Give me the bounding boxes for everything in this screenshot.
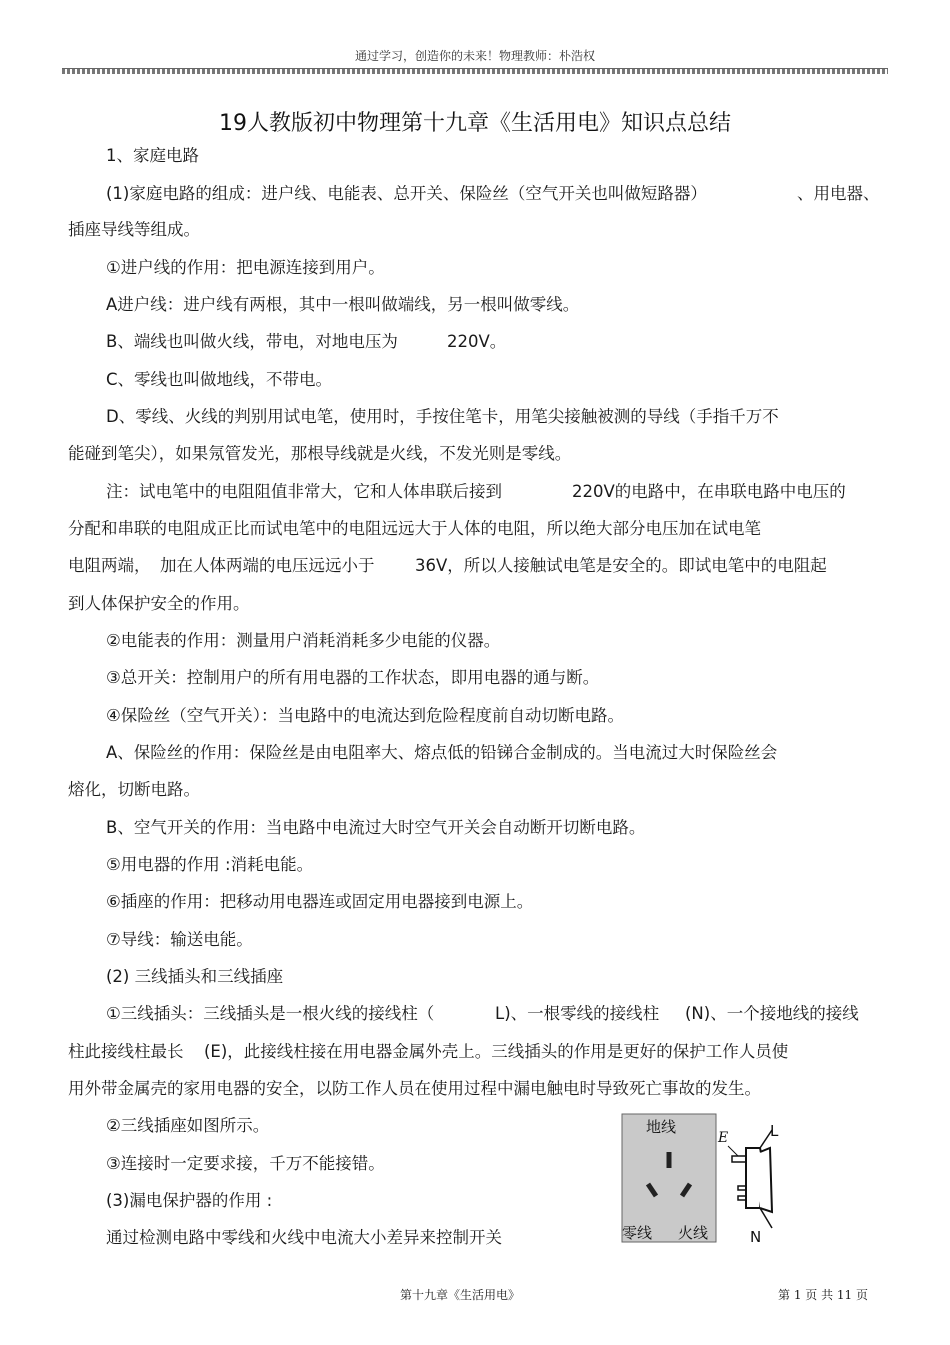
paragraph-line: A进户线：进户线有两根，其中一根叫做端线，另一根叫做零线。 <box>106 295 580 314</box>
footer-page-number: 第 1 页 共 11 页 <box>778 1288 868 1302</box>
note-line: 分配和串联的电阻成正比而试电笔中的电阻远远大于人体的电阻，所以绝大部分电压加在试电笔 <box>68 519 761 538</box>
paragraph-line: 通过检测电路中零线和火线中电流大小差异来控制开关 <box>106 1228 502 1247</box>
paragraph-line: B、端线也叫做火线，带电，对地电压为 <box>106 332 398 351</box>
note-line: 36V，所以人接触试电笔是安全的。即试电笔中的电阻起 <box>415 556 827 575</box>
paragraph-line: (E)，此接线柱接在用电器金属外壳上。三线插头的作用是更好的保护工作人员使 <box>204 1042 789 1061</box>
live-pin <box>738 1196 746 1200</box>
paragraph-line: 用外带金属壳的家用电器的安全，以防工作人员在使用过程中漏电触电时导致死亡事故的发生。 <box>68 1079 761 1098</box>
three-pin-socket-figure <box>620 1112 790 1244</box>
note-line: 电阻两端， <box>68 556 151 575</box>
paragraph-line: L)、一根零线的接线柱 <box>495 1004 660 1023</box>
header-divider <box>62 68 888 74</box>
paragraph-line: ①进户线的作用：把电源连接到用户。 <box>106 258 385 277</box>
ground-label: 地线 <box>646 1118 677 1136</box>
ground-pin <box>732 1156 746 1162</box>
paragraph-line: 220V。 <box>447 332 507 351</box>
page-header: 通过学习，创造你的未来！物理教师：朴浩权 <box>354 49 595 63</box>
neutral-label: 零线 <box>622 1224 653 1242</box>
paragraph-line: ②电能表的作用：测量用户消耗消耗多少电能的仪器。 <box>106 631 501 650</box>
note-line: 注：试电笔中的电阻阻值非常大，它和人体串联后接到 <box>106 482 502 501</box>
footer-chapter: 第十九章《生活用电》 <box>400 1288 521 1302</box>
paragraph-line: C、零线也叫做地线，不带电。 <box>106 370 333 389</box>
plug-cord-end <box>760 1148 772 1212</box>
section-heading: (2) 三线插头和三线插座 <box>106 967 284 986</box>
live-label: 火线 <box>678 1224 709 1242</box>
pin-n-label: N <box>750 1228 762 1244</box>
paragraph-line: 能碰到笔尖），如果氖管发光，那根导线就是火线，不发光则是零线。 <box>68 444 572 463</box>
paragraph-line: ⑦导线：输送电能。 <box>106 930 253 949</box>
neutral-pin <box>738 1186 746 1190</box>
section-heading: (3)漏电保护器的作用 : <box>106 1191 273 1210</box>
note-line: 到人体保护安全的作用。 <box>68 594 250 613</box>
paragraph-line: (1)家庭电路的组成：进户线、电能表、总开关、保险丝（空气开关也叫做短路器） <box>106 184 707 203</box>
note-line: 加在人体两端的电压远远小于 <box>160 556 375 575</box>
paragraph-line: ①三线插头：三线插头是一根火线的接线柱（ <box>106 1004 435 1023</box>
paragraph-line: 柱此接线柱最长 <box>68 1042 184 1061</box>
note-line: 220V的电路中，在串联电路中电压的 <box>572 482 846 501</box>
section-heading: 1、家庭电路 <box>106 146 199 165</box>
paragraph-line: ⑥插座的作用：把移动用电器连或固定用电器接到电源上。 <box>106 892 534 911</box>
pin-e-label: E <box>718 1130 729 1146</box>
pin-l-label: L <box>770 1122 779 1140</box>
paragraph-line: (N)、一个接地线的接线 <box>685 1004 859 1023</box>
paragraph-line: ②三线插座如图所示。 <box>106 1116 270 1135</box>
paragraph-line: B、空气开关的作用：当电路中电流过大时空气开关会自动断开切断电路。 <box>106 818 646 837</box>
paragraph-line: D、零线、火线的判别用试电笔，使用时，手按住笔卡，用笔尖接触被测的导线（手指千万不 <box>106 407 779 426</box>
paragraph-line: ③总开关：控制用户的所有用电器的工作状态，即用电器的通与断。 <box>106 668 600 687</box>
paragraph-line: ⑤用电器的作用 :消耗电能。 <box>106 855 314 874</box>
paragraph-line: 插座导线等组成。 <box>68 220 200 239</box>
paragraph-line: ④保险丝（空气开关）：当电路中的电流达到危险程度前自动切断电路。 <box>106 706 625 725</box>
paragraph-line: 熔化，切断电路。 <box>68 780 200 799</box>
page-title: 19人教版初中物理第十九章《生活用电》知识点总结 <box>219 111 731 136</box>
paragraph-line: A、保险丝的作用：保险丝是由电阻率大、熔点低的铅锑合金制成的。当电流过大时保险丝会 <box>106 743 778 762</box>
paragraph-line: 、用电器、 <box>797 184 880 203</box>
pin-e-pointer <box>728 1146 738 1156</box>
paragraph-line: ③连接时一定要求接，千万不能接错。 <box>106 1154 385 1173</box>
